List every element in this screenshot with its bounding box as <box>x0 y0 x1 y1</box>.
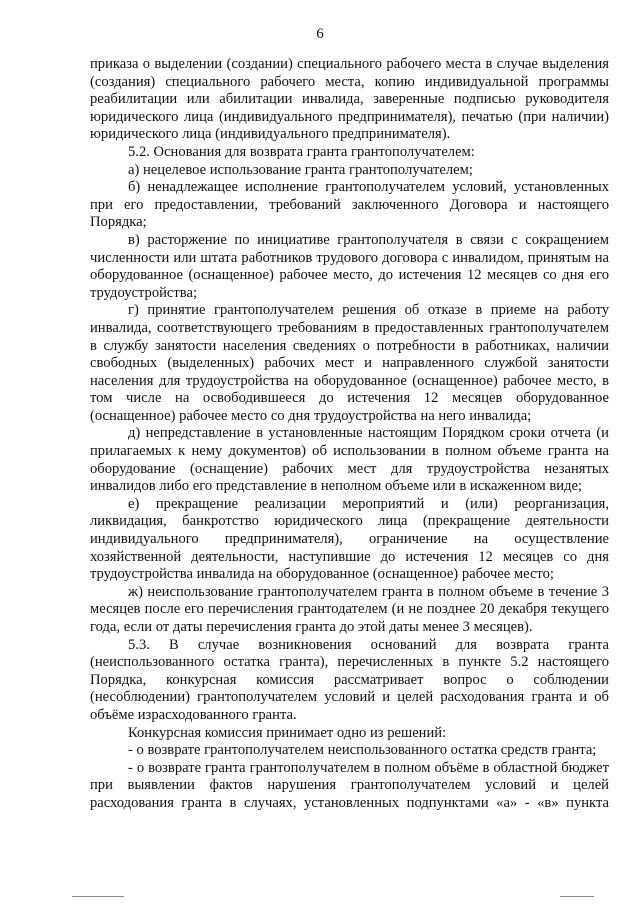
list-item-b: б) ненадлежащее исполнение грантополучателем условий, установленных при его предоставлении, требований заключенного Договора и настоящего Порядка; <box>90 179 609 231</box>
list-item-a: а) нецелевое использование гранта грантополучателем; <box>128 161 473 178</box>
section-5-3-paragraph: 5.3. В случае возникновения оснований для возврата гранта (неиспользованного остатка гранта), перечисленных в пункте 5.2 настоящего Порядка, конкурсная комиссия рассматривает вопрос о соблюдении (несоблюдении) грантополучателем условий и целей расходования гранта и об объёме израсходованного гранта. <box>90 636 609 723</box>
list-item-d: д) непредставление в установленные настоящим Порядком сроки отчета (и прилагаемых к нему документов) об использовании в полном объеме гранта на оборудование (оснащение) рабочих мест для трудоустройства незанятых инвалидов либо его представление в неполном объеме или в искаженном виде; <box>90 425 609 495</box>
list-item-g: г) принятие грантополучателем решения об отказе в приеме на работу инвалида, соответствующего требованиям в предоставленных грантополучателем в службу занятости населения сведениях о потребности в работниках, наличии свободных (выделенных) рабочих мест и направленного службой занятости населения для трудоустройства на оборудованное (оснащенное) рабочее место, в том числе на освободившееся до истечения 12 месяцев оборудованное (оснащенное) рабочее место со дня трудоустройства на него инвалида; <box>90 302 609 424</box>
list-item-e: е) прекращение реализации мероприятий и (или) реорганизация, ликвидация, банкротство юридического лица (прекращение деятельности индивидуального предпринимателя), ограничение на осуществление хозяйственной деятельности, наступившие до истечения 12 месяцев со дня трудоустройства инвалида на оборудованное (оснащенное) рабочее место; <box>90 495 609 583</box>
section-5-2-heading: 5.2. Основания для возврата гранта грантополучателем: <box>128 143 475 160</box>
commission-decision-intro: Конкурсная комиссия принимает одно из решений: <box>128 724 447 741</box>
scan-edge-mark-left <box>72 896 124 897</box>
document-body <box>90 56 609 813</box>
list-item-v: в) расторжение по инициативе грантополучателя в связи с сокращением численности или штата работников трудового договора с инвалидом, принятым на оборудованное (оснащенное) рабочее место, до истечения 12 месяцев со дня его трудоустройства; <box>90 231 609 301</box>
decision-return-full: - о возврате гранта грантополучателем в полном объёме в областной бюджет при выявлении фактов нарушения грантополучателем условий и целей расходования гранта в случаях, установленных подпунктами «а» - «в» пункта <box>90 759 609 811</box>
scan-edge-mark-right <box>560 896 594 897</box>
decision-return-remainder: - о возврате грантополучателем неиспользованного остатка средств гранта; <box>128 742 597 759</box>
paragraph-order-copy: приказа о выделении (создании) специального рабочего места в случае выделения (создания) специального рабочего места, копию индивидуальной программы реабилитации или абилитации инвалида, заверенные подписью руководителя юридического лица (индивидуального предпринимателя), печатью (при наличии) юридического лица (индивидуального предпринимателя). <box>90 56 609 143</box>
page-number: 6 <box>316 26 324 42</box>
list-item-zh: ж) неиспользование грантополучателем гранта в полном объеме в течение 3 месяцев после его перечисления грантодателем (и не позднее 20 декабря текущего года, если от даты перечисления гранта до этой даты менее 3 месяцев). <box>90 583 609 635</box>
